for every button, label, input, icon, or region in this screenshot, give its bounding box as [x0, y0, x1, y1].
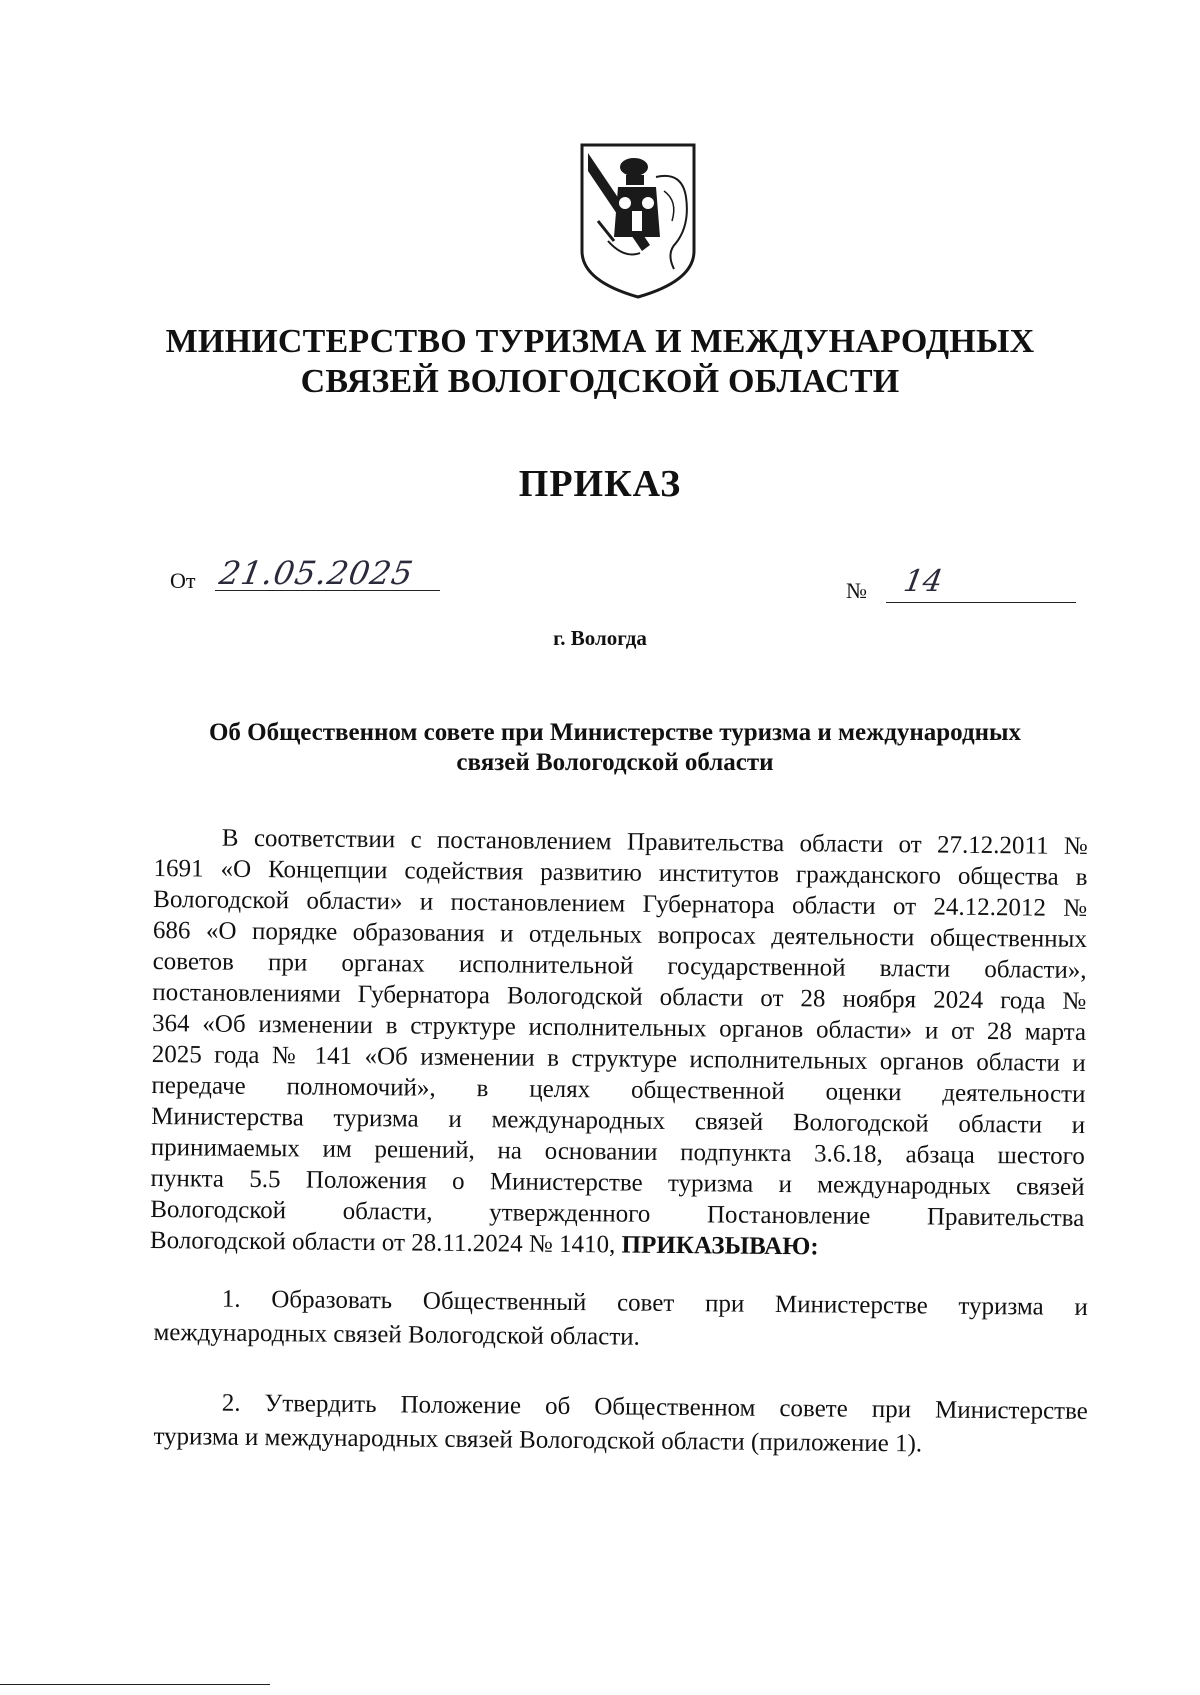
number-prefix: № — [846, 578, 867, 603]
order-item-line: 1. Образовать Общественный совет при Министерстве туризма и — [221, 1285, 1088, 1321]
preamble-line: советов при органах исполнительной государственной власти области», — [152, 947, 1087, 984]
preamble-last-text: Вологодской области от 28.11.2024 № 1410, — [149, 1226, 616, 1259]
preamble — [150, 822, 1088, 1265]
order-word: ПРИКАЗЫВАЮ: — [621, 1231, 819, 1261]
footnote-divider — [0, 1684, 270, 1685]
coat-of-arms-icon — [578, 141, 698, 301]
number-field — [846, 564, 1076, 610]
date-underline — [215, 590, 440, 591]
preamble-line: принимаемых им решений, на основании подпункта 3.6.18, абзаца шестого — [150, 1133, 1085, 1170]
order-item-line: 2. Утвердить Положение об Общественном совете при Министерстве — [221, 1389, 1088, 1425]
preamble-line: постановлениями Губернатора Вологодской области от 28 ноября 2024 года № — [152, 978, 1087, 1015]
preamble-line: 2025 года № 141 «Об изменении в структуре исполнительных органов области и — [151, 1040, 1086, 1077]
order-item-1 — [153, 1282, 1088, 1359]
ministry-name — [150, 322, 1050, 402]
number-handwritten: 14 — [900, 564, 946, 599]
preamble-line: 686 «О порядке образования и отдельных вопросах деятельности общественных — [152, 916, 1088, 953]
order-item-line: туризма и международных связей Вологодской области (приложение 1). — [153, 1422, 923, 1458]
order-subject — [150, 718, 1080, 778]
preamble-line: 364 «Об изменении в структуре исполнительных органов области» и от 28 марта — [151, 1009, 1087, 1046]
date-handwritten: 21.05.2025 — [216, 554, 417, 592]
order-item-line: международных связей Вологодской области. — [153, 1318, 640, 1351]
ministry-name-line2: СВЯЗЕЙ ВОЛОГОДСКОЙ ОБЛАСТИ — [300, 363, 900, 400]
preamble-line: 1691 «О Концепции содействия развитию институтов гражданского общества в — [153, 854, 1088, 891]
order-item-2 — [153, 1386, 1088, 1463]
preamble-line: Вологодской области, утвержденного Постановление Правительства — [150, 1195, 1085, 1232]
document-type: ПРИКАЗ — [518, 463, 682, 505]
preamble-line: В соответствии с постановлением Правительства области от 27.12.2011 № — [221, 824, 1088, 860]
date-field — [170, 554, 440, 600]
ministry-name-line1: МИНИСТЕРСТВО ТУРИЗМА И МЕЖДУНАРОДНЫХ — [165, 323, 1035, 360]
number-underline — [886, 602, 1076, 603]
preamble-line: передаче полномочий», в целях общественной оценки деятельности — [151, 1071, 1086, 1108]
preamble-line: Министерства туризма и международных связей Вологодской области и — [151, 1102, 1086, 1139]
preamble-line: Вологодской области» и постановлением Губернатора области от 24.12.2012 № — [153, 885, 1088, 922]
date-prefix: От — [170, 568, 196, 593]
preamble-line: пункта 5.5 Положения о Министерстве туризма и международных связей — [150, 1164, 1085, 1201]
city: г. Вологда — [553, 626, 647, 650]
order-subject-line2: связей Вологодской области — [456, 749, 774, 776]
order-subject-line1: Об Общественном совете при Министерстве туризма и международных — [208, 719, 1022, 746]
